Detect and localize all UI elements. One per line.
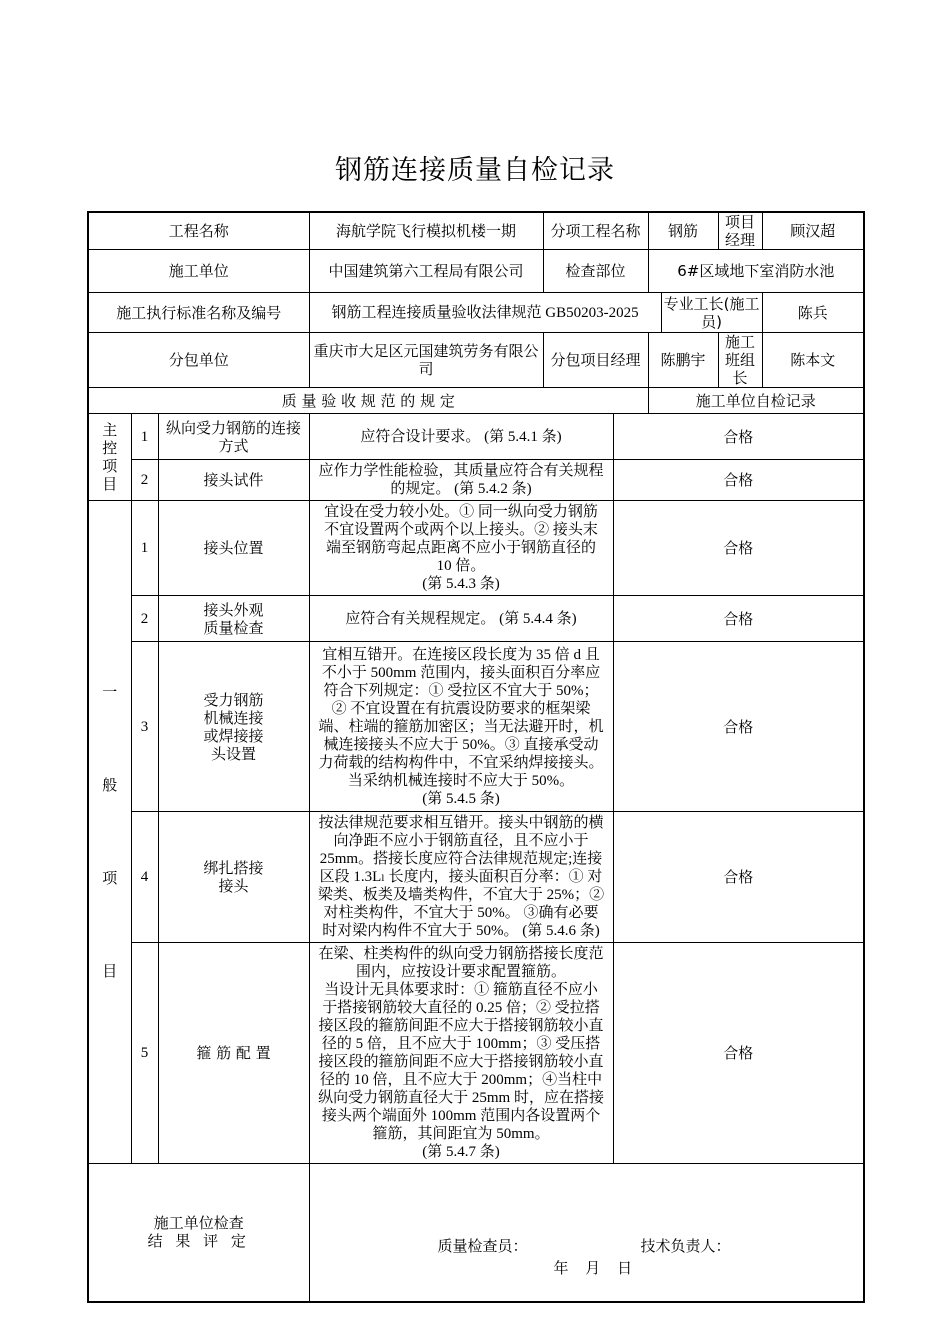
team-leader-value: 陈本文 <box>762 333 864 388</box>
item-number: 5 <box>131 943 158 1164</box>
project-manager-value: 顾汉超 <box>762 212 864 250</box>
item-name: 接头外观质量检查 <box>158 596 309 642</box>
item-name: 纵向受力钢筋的连接方式 <box>158 414 309 460</box>
item-requirement: 按法律规范要求相互错开。接头中钢筋的横向净距不应小于钢筋直径，且不应小于 25mm。搭接长度应符合法律规范规定;连接区段 1.3Lₗ 长度内，接头面积百分率：① 对梁类、板类及墙类构件，不宜大于 25%；②对柱类构件，不宜大于 50%。 ③确有必要时对梁内构件不宜大于 50%。 (第 5.4.6 条) <box>309 812 613 943</box>
item-requirement: 应符合有关规程规定。 (第 5.4.4 条) <box>309 596 613 642</box>
item-number: 1 <box>131 414 158 460</box>
item-result: 合格 <box>613 812 864 943</box>
item-result: 合格 <box>613 460 864 501</box>
inspection-part-label: 检查部位 <box>543 250 648 293</box>
item-result: 合格 <box>613 943 864 1164</box>
project-name-value: 海航学院飞行模拟机楼一期 <box>309 212 543 250</box>
item-number: 4 <box>131 812 158 943</box>
item-requirement: 应作力学性能检验，其质量应符合有关规程的规定。 (第 5.4.2 条) <box>309 460 613 501</box>
page-title: 钢筋连接质量自检记录 <box>335 155 615 186</box>
item-requirement: 在梁、柱类构件的纵向受力钢筋搭接长度范围内，应按设计要求配置箍筋。 当设计无具体要求时：① 箍筋直径不应小于搭接钢筋较大直径的 0.25 倍；② 受拉搭接区段的箍筋间距不应大于搭接钢筋较小直径的 5 倍，且不应大于 100mm；③ 受压搭接区段的箍筋间距不应大于搭接钢筋较小直径的 10 倍，且不应大于 200mm；④当柱中纵向受力钢筋直径大于 25mm 时，应在搭接接头两个端面外 100mm 范围内各设置两个箍筋，其间距宜为 50mm。 (第 5.4.7 条) <box>309 943 613 1164</box>
item-number: 1 <box>131 501 158 596</box>
item-name: 箍 筋 配 置 <box>158 943 309 1164</box>
foreman-value: 陈兵 <box>762 293 864 333</box>
subcontractor-value: 重庆市大足区元国建筑劳务有限公司 <box>309 333 543 388</box>
standard-label: 施工执行标准名称及编号 <box>88 293 309 333</box>
foreman-label: 专业工长(施工员) <box>661 293 762 333</box>
general-items-group-label: 一般项目 <box>88 501 131 1164</box>
date-label: 年 月 日 <box>553 1259 639 1277</box>
item-requirement: 宜相互错开。在连接区段长度为 35 倍 d 且不小于 500mm 范围内，接头面积百分率应符合下列规定：① 受拉区不宜大于 50%；② 不宜设置在有抗震设防要求的框架梁端、柱端的箍筋加密区；当无法避开时，机械连接接头不应大于 50%。③ 直接承受动力荷载的结构构件中，不宜采纳焊接接头。当采纳机械连接时不应大于 50%。 (第 5.4.5 条) <box>309 642 613 812</box>
inspection-part-value: 6#区域地下室消防水池 <box>648 250 864 293</box>
item-number: 2 <box>131 596 158 642</box>
quality-inspector-label: 质量检查员： <box>437 1237 528 1255</box>
item-number: 2 <box>131 460 158 501</box>
evaluation-signature-area <box>309 1164 864 1302</box>
sub-manager-label: 分包项目经理 <box>543 333 648 388</box>
sub-project-label: 分项工程名称 <box>543 212 648 250</box>
inspection-form-table <box>87 211 865 1303</box>
item-name: 接头位置 <box>158 501 309 596</box>
item-result: 合格 <box>613 642 864 812</box>
evaluation-label-line2: 结 果 评 定 <box>147 1232 250 1251</box>
spec-section-header: 质 量 验 收 规 范 的 规 定 <box>88 388 648 414</box>
item-result: 合格 <box>613 414 864 460</box>
construction-unit-label: 施工单位 <box>88 250 309 293</box>
item-result: 合格 <box>613 596 864 642</box>
item-name: 受力钢筋机械连接或焊接接头设置 <box>158 642 309 812</box>
item-name: 绑扎搭接接头 <box>158 812 309 943</box>
project-manager-label: 项目经理 <box>718 212 762 250</box>
project-name-label: 工程名称 <box>88 212 309 250</box>
evaluation-label-line1: 施工单位检查 <box>153 1214 244 1233</box>
standard-value: 钢筋工程连接质量验收法律规范 GB50203-2025 <box>309 293 661 333</box>
sub-manager-value: 陈鹏宇 <box>648 333 718 388</box>
self-check-section-header: 施工单位自检记录 <box>648 388 864 414</box>
sub-project-value: 钢筋 <box>648 212 718 250</box>
evaluation-label <box>88 1164 309 1302</box>
tech-lead-label: 技术负责人： <box>640 1237 731 1255</box>
subcontractor-label: 分包单位 <box>88 333 309 388</box>
item-number: 3 <box>131 642 158 812</box>
main-items-group-label: 主控项目 <box>88 414 131 501</box>
team-leader-label: 施工班组长 <box>718 333 762 388</box>
item-requirement: 宜设在受力较小处。① 同一纵向受力钢筋不宜设置两个或两个以上接头。② 接头末端至钢筋弯起点距离不应小于钢筋直径的 10 倍。 (第 5.4.3 条) <box>309 501 613 596</box>
construction-unit-value: 中国建筑第六工程局有限公司 <box>309 250 543 293</box>
item-name: 接头试件 <box>158 460 309 501</box>
item-result: 合格 <box>613 501 864 596</box>
item-requirement: 应符合设计要求。 (第 5.4.1 条) <box>309 414 613 460</box>
